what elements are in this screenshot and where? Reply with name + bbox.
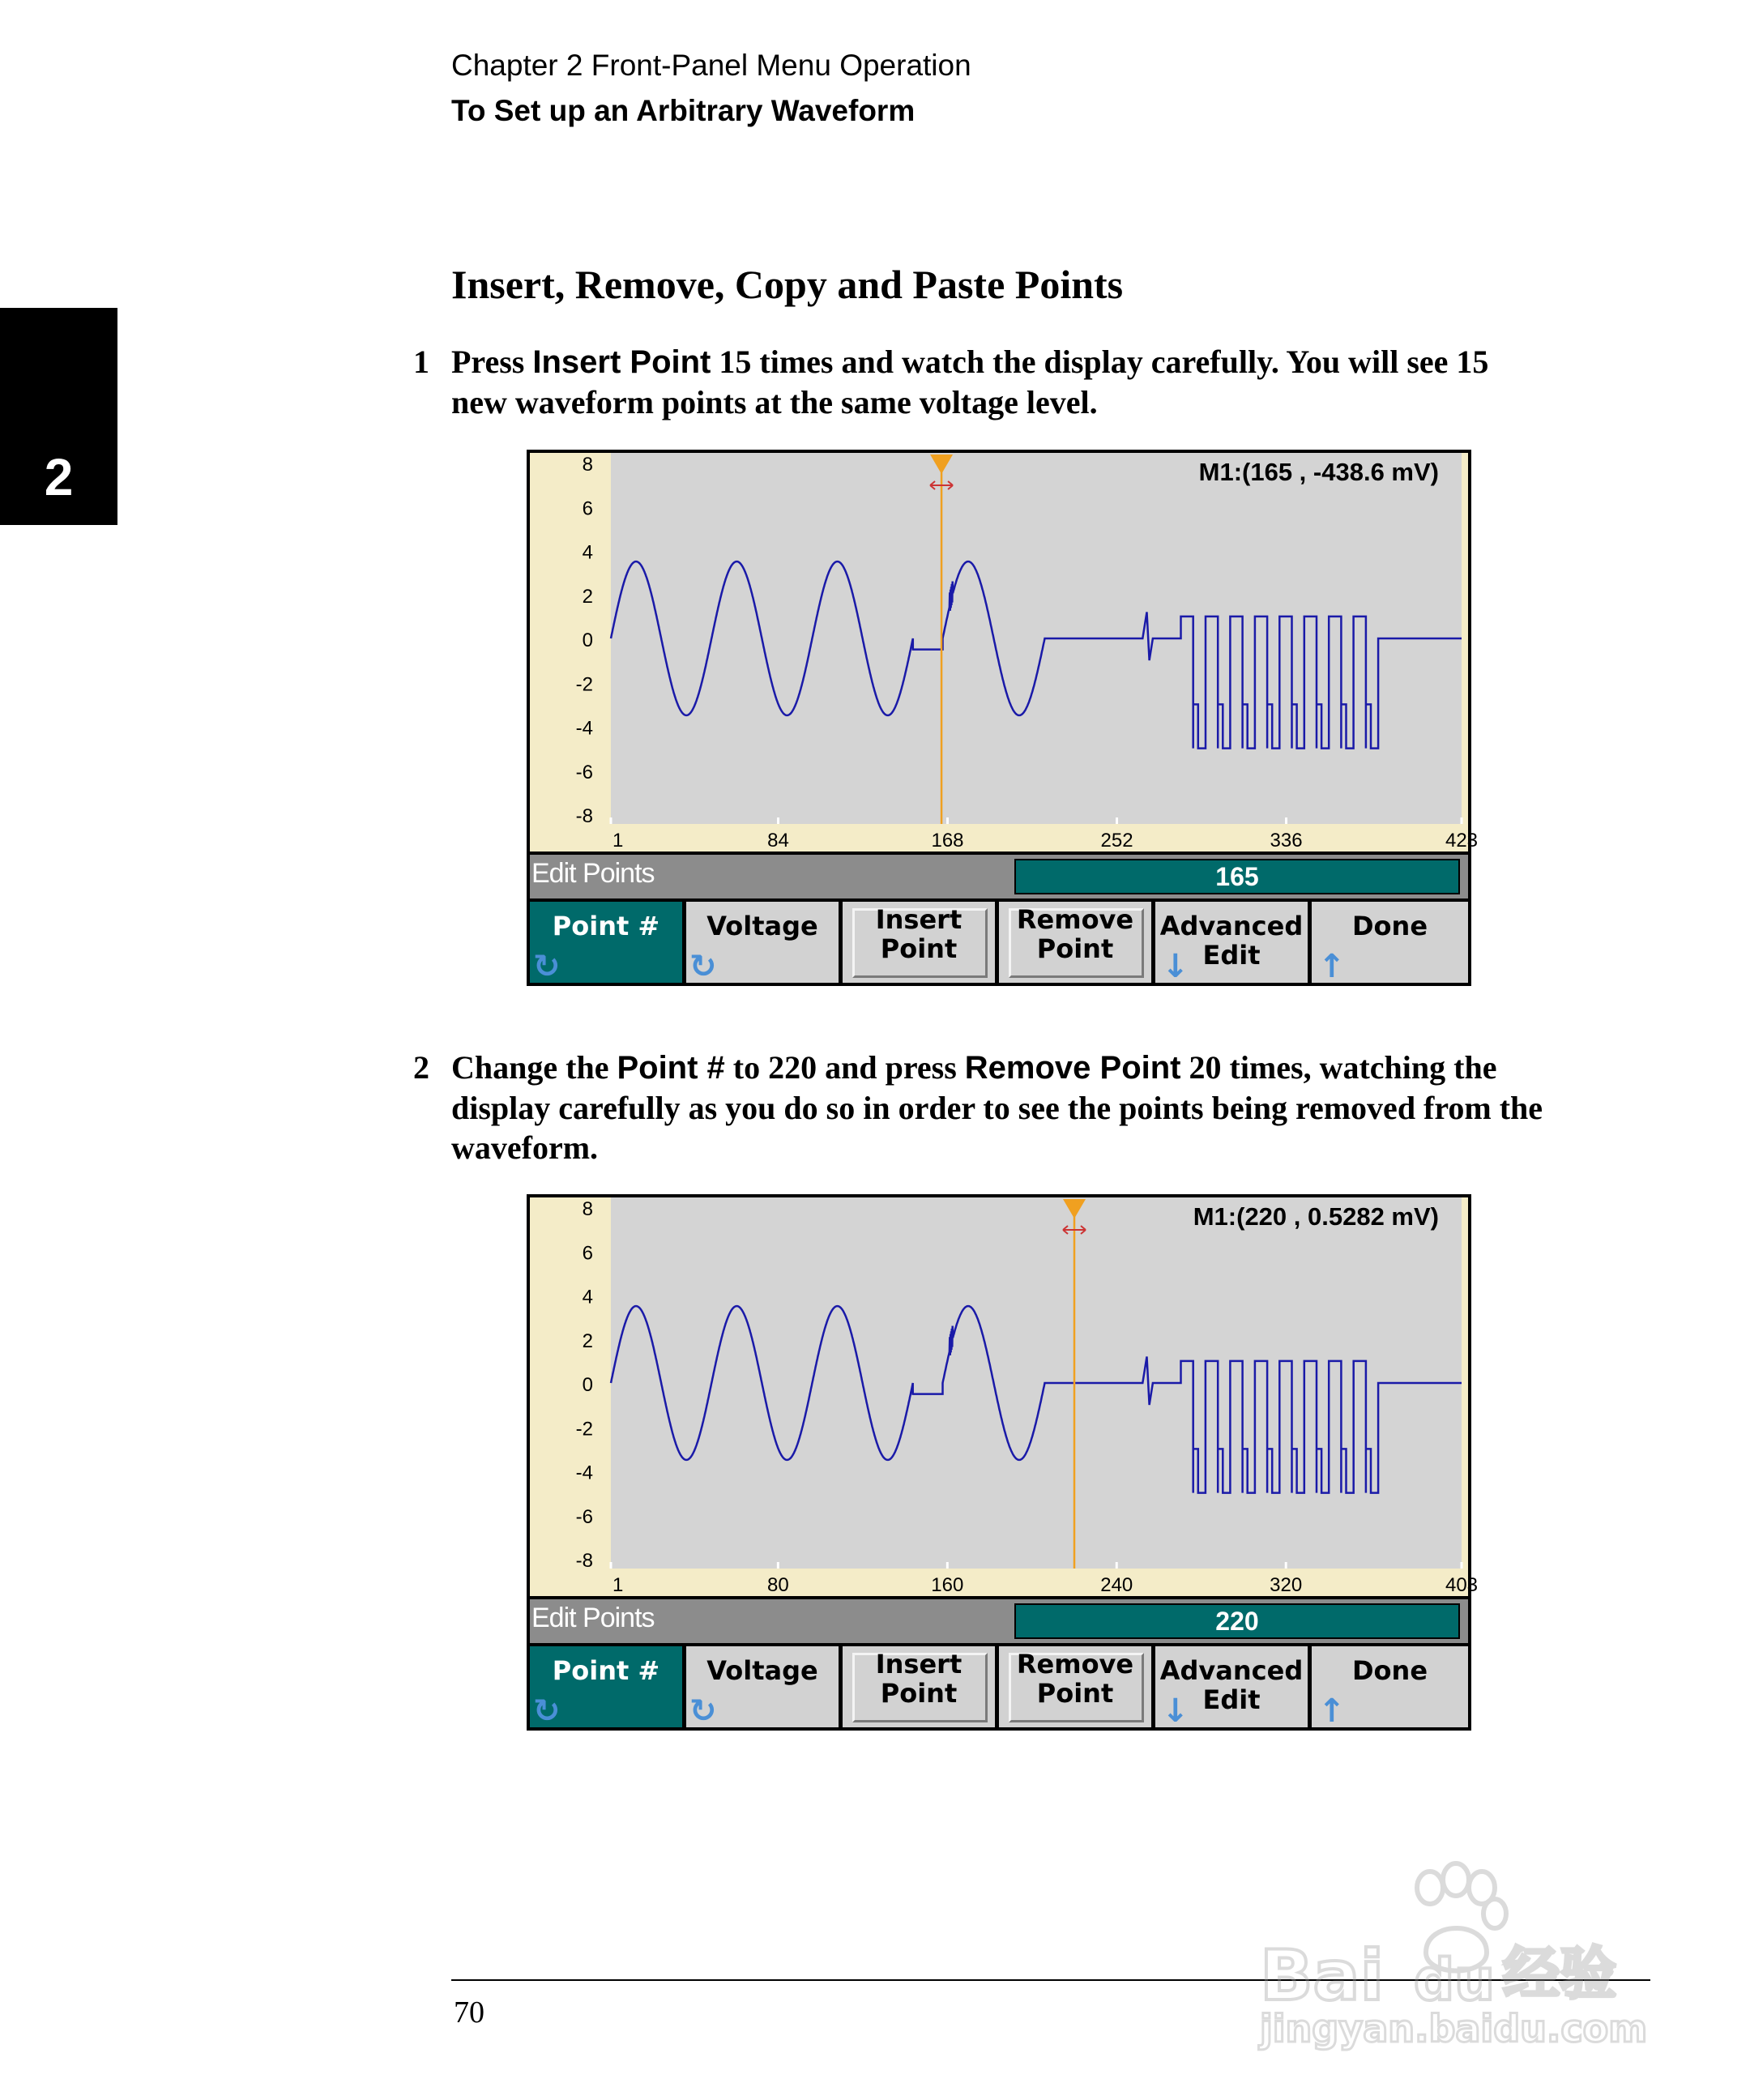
- y-tick-label: -8: [575, 1550, 593, 1572]
- arrow-up-icon: ↑: [1318, 948, 1346, 985]
- point-number-field[interactable]: 220: [1014, 1603, 1460, 1639]
- running-header-subtitle: To Set up an Arbitrary Waveform: [451, 94, 916, 127]
- advanced-edit-softkey[interactable]: Advanced Edit ↓: [1155, 1646, 1310, 1727]
- knob-icon: ↻: [533, 948, 561, 985]
- voltage-softkey[interactable]: Voltage ↻: [686, 902, 841, 983]
- y-tick-label: 2: [582, 585, 593, 608]
- waveform-plot: [530, 1197, 1479, 1596]
- arrow-down-icon: ↓: [1162, 1692, 1189, 1730]
- x-tick-label: 160: [931, 1574, 964, 1596]
- y-tick-label: -6: [575, 1505, 593, 1528]
- y-tick-label: 8: [582, 454, 593, 476]
- point-number-softkey[interactable]: Point # ↻: [530, 902, 685, 983]
- svg-text:经验: 经验: [1503, 1940, 1616, 2007]
- insert-point-button[interactable]: Insert Point: [843, 1646, 997, 1727]
- y-tick-label: 4: [582, 541, 593, 564]
- y-tick-label: -2: [575, 1418, 593, 1441]
- remove-point-button[interactable]: Remove Point: [999, 1646, 1154, 1727]
- key-name: Remove Point: [964, 1050, 1181, 1086]
- y-tick-label: -4: [575, 717, 593, 740]
- step-text: Change the Point # to 220 and press Remove Point 20 times, watching the display carefully as you do so in order to see the points being removed from the waveform.: [451, 1049, 1543, 1166]
- plot-area: [611, 453, 1462, 824]
- step-text: Press Insert Point 15 times and watch the display carefully. You will see 15 new waveform points at the same voltage level.: [451, 344, 1489, 420]
- key-name: Point #: [617, 1050, 725, 1086]
- y-tick-label: 0: [582, 630, 593, 651]
- edit-points-label: Edit Points: [531, 858, 655, 889]
- key-name: Insert Point: [532, 344, 711, 380]
- plot-area: [611, 1197, 1462, 1569]
- remove-point-button[interactable]: Remove Point: [999, 902, 1154, 983]
- y-tick-label: 4: [582, 1286, 593, 1308]
- edit-bar: [530, 855, 1468, 898]
- y-tick-label: -6: [575, 761, 593, 783]
- baidu-jingyan-watermark: [1244, 1855, 1665, 2050]
- softkey-row: [530, 1646, 1468, 1730]
- arrow-down-icon: ↓: [1162, 948, 1189, 985]
- step-number: 1: [413, 344, 429, 380]
- waveform-plot: [530, 453, 1479, 852]
- y-tick-label: 0: [582, 1374, 593, 1396]
- knob-icon: ↻: [533, 1692, 561, 1730]
- page-number: 70: [454, 1995, 484, 2030]
- section-title: Insert, Remove, Copy and Paste Points: [451, 262, 1124, 307]
- knob-icon: ↻: [689, 948, 717, 985]
- svg-text:jingyan.baidu.com: jingyan.baidu.com: [1260, 2007, 1648, 2051]
- y-tick-label: 6: [582, 1242, 593, 1265]
- x-tick-label: 1: [612, 830, 624, 852]
- point-number-field[interactable]: 165: [1014, 859, 1460, 894]
- chapter-tab-number: 2: [44, 448, 74, 506]
- done-softkey[interactable]: Done ↑: [1312, 902, 1468, 983]
- x-tick-label: 80: [766, 1574, 789, 1596]
- knob-icon: ↻: [689, 1692, 717, 1730]
- softkey-row: [530, 902, 1468, 983]
- edit-bar: [530, 1599, 1468, 1643]
- edit-points-label: Edit Points: [531, 1603, 655, 1633]
- running-header-chapter: Chapter 2 Front-Panel Menu Operation: [451, 49, 971, 82]
- waveform-chart: [530, 453, 1479, 852]
- instrument-screen: [527, 1194, 1479, 1731]
- step-2: [413, 1048, 1547, 1167]
- arrow-up-icon: ↑: [1318, 1692, 1346, 1730]
- voltage-softkey[interactable]: Voltage ↻: [686, 1646, 841, 1727]
- x-tick-label: 240: [1100, 1574, 1133, 1596]
- x-tick-label: 84: [767, 830, 789, 852]
- x-tick-label: 403: [1445, 1574, 1479, 1596]
- x-tick-label: 168: [931, 830, 964, 852]
- y-tick-label: 6: [582, 497, 593, 520]
- x-tick-label: 423: [1445, 830, 1479, 852]
- x-tick-label: 252: [1100, 830, 1133, 852]
- y-tick-label: -8: [575, 805, 593, 827]
- svg-text:Bai: Bai: [1260, 1936, 1385, 2017]
- marker-readout: M1:(220 , 0.5282 mV): [1193, 1202, 1439, 1231]
- x-tick-label: 336: [1270, 830, 1303, 852]
- marker-readout: M1:(165 , -438.6 mV): [1198, 458, 1439, 486]
- y-tick-label: 8: [582, 1198, 593, 1220]
- step-1: [413, 342, 1547, 422]
- y-tick-label: 2: [582, 1330, 593, 1352]
- step-number: 2: [413, 1049, 429, 1086]
- insert-point-button[interactable]: Insert Point: [843, 902, 997, 983]
- x-tick-label: 320: [1270, 1574, 1303, 1596]
- instrument-screen: [527, 450, 1479, 986]
- y-tick-label: -4: [575, 1462, 593, 1484]
- x-tick-label: 1: [612, 1574, 624, 1596]
- advanced-edit-softkey[interactable]: Advanced Edit ↓: [1155, 902, 1310, 983]
- svg-text:du: du: [1414, 1947, 1495, 2013]
- waveform-chart: [530, 1197, 1479, 1596]
- y-tick-label: -2: [575, 673, 593, 696]
- point-number-softkey[interactable]: Point # ↻: [530, 1646, 685, 1727]
- done-softkey[interactable]: Done ↑: [1312, 1646, 1468, 1727]
